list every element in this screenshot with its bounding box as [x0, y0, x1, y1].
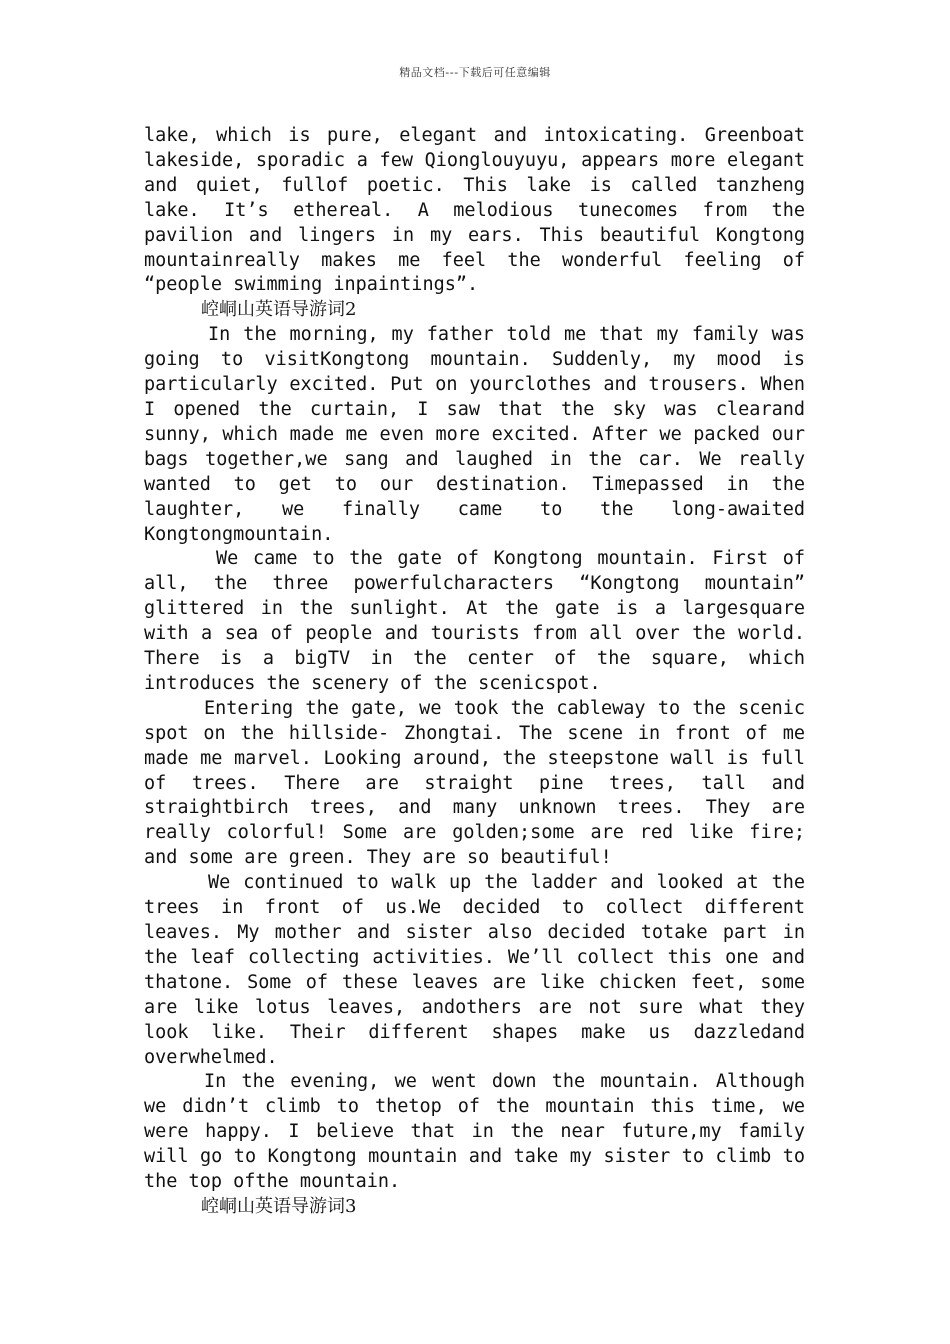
paragraph: lake, which is pure, elegant and intoxicating. Greenboat lakeside, sporadic a few Qionglouyuyu, appears more elegant and quiet, fullof poetic. This lake is called tanzheng lake. It’s ethereal. A melodious tunecomes from the pavilion and lingers in my ears. This beautiful Kongtong mountainreally makes me feel the wonderful feeling of “people swimming inpaintings”.	[144, 125, 805, 296]
paragraph: We continued to walk up the ladder and looked at the trees in front of us.We decided to collect different leaves. My mother and sister also decided totake part in the leaf collecting activities. We’ll collect this one and thatone. Some of these leaves are like chicken feet, some are like lotus leaves, andothers are not sure what they look like. Their different shapes make us dazzledand overwhelmed.	[144, 872, 805, 1068]
page-header: 精品文档---下载后可任意编辑	[399, 66, 551, 79]
section-heading: 崆峒山英语导游词3	[201, 1195, 357, 1217]
section-heading: 崆峒山英语导游词2	[201, 299, 357, 321]
paragraph: In the morning, my father told me that my family was going to visitKongtong mountain. Suddenly, my mood is particularly excited. Put on yourclothes and trousers. When I opened the curtain, I saw that the sky was clearand sunny, which made me even more excited. After we packed our bags together,we sang and laughed in the car. We really wanted to get to our destination. Timepassed in the laughter, we finally came to the long-awaited Kongtongmountain.	[144, 324, 805, 545]
document-body	[144, 124, 805, 1220]
paragraph: In the evening, we went down the mountain. Although we didn’t climb to thetop of the mountain this time, we were happy. I believe that in the near future,my family will go to Kongtong mountain and take my sister to climb to the top ofthe mountain.	[144, 1071, 805, 1193]
paragraph: Entering the gate, we took the cableway to the scenic spot on the hillside- Zhongtai. The scene in front of me made me marvel. Looking around, the steepstone wall is full of trees. There are straight pine trees, tall and straightbirch trees, and many unknown trees. They are really colorful! Some are golden;some are red like fire; and some are green. They are so beautiful!	[144, 697, 805, 869]
paragraph: We came to the gate of Kongtong mountain. First of all, the three powerfulcharacters “Kongtong mountain” glittered in the sunlight. At the gate is a largesquare with a sea of people and tourists from all over the world. There is a bigTV in the center of the square, which introduces the scenery of the scenicspot.	[144, 548, 805, 694]
